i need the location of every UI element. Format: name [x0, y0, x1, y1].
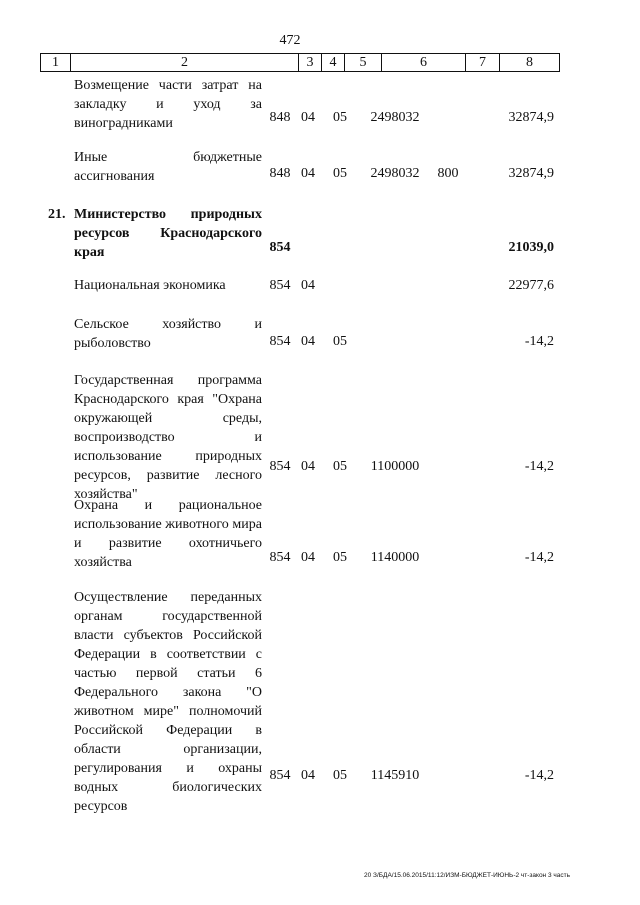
row-col5: 05: [333, 550, 347, 565]
row-col4: 04: [301, 166, 315, 181]
column-header-7: 7: [465, 54, 499, 71]
row-name: Охрана и рациональное использование животного мира и развитие охотничьего хозяйства: [74, 498, 262, 570]
row-col5: 05: [333, 334, 347, 349]
column-header-8: 8: [499, 54, 559, 71]
row-name: Министерство природных ресурсов Краснодарского края: [74, 207, 262, 260]
row-col8: 32874,9: [508, 166, 554, 181]
row-col8: -14,2: [524, 550, 554, 565]
row-col3: 848: [269, 166, 291, 181]
row-col6: 2498032: [370, 166, 420, 181]
row-name: Иные бюджетные ассигнования: [74, 150, 262, 184]
row-col8: 22977,6: [508, 278, 554, 293]
row-col4: 04: [301, 110, 315, 125]
column-header-2: 2: [70, 54, 298, 71]
row-col3: 854: [269, 550, 291, 565]
row-col5: 05: [333, 459, 347, 474]
row-col4: 04: [301, 550, 315, 565]
row-col5: 05: [333, 166, 347, 181]
column-header-4: 4: [321, 54, 344, 71]
row-col6: 1145910: [370, 768, 420, 783]
row-col3: 854: [269, 240, 291, 255]
row-col8: -14,2: [524, 768, 554, 783]
row-col4: 04: [301, 278, 315, 293]
row-col8: -14,2: [524, 459, 554, 474]
row-name: Возмещение части затрат на закладку и уход за виноградниками: [74, 78, 262, 131]
row-col3: 854: [269, 334, 291, 349]
row-col6: 1140000: [370, 550, 420, 565]
row-col8: 21039,0: [508, 240, 554, 255]
column-header-1: 1: [52, 55, 59, 70]
page-number: 472: [279, 33, 301, 48]
document-footer: 20 З/БДА/15.06.2015/11:12/ИЗМ-БЮДЖЕТ-ИЮНЬ-2 чт-закон 3 часть: [364, 872, 570, 879]
row-name: Государственная программа Краснодарского края "Охрана окружающей среды, воспроизводство и использование природных ресурсов, развитие лесного хозяйства": [74, 373, 262, 502]
row-col3: 854: [269, 278, 291, 293]
row-name: Национальная экономика: [74, 278, 226, 293]
row-col3: 854: [269, 768, 291, 783]
row-col4: 04: [301, 459, 315, 474]
row-col6: 2498032: [370, 110, 420, 125]
column-header-6: 6: [381, 54, 465, 71]
row-col4: 04: [301, 334, 315, 349]
column-header-5: 5: [344, 54, 381, 71]
row-col3: 848: [269, 110, 291, 125]
row-col4: 04: [301, 768, 315, 783]
row-col5: 05: [333, 110, 347, 125]
row-name: Сельское хозяйство и рыболовство: [74, 317, 262, 351]
row-name: Осуществление переданных органам государственной власти субъектов Российской Федерации в соответствии с частью первой статьи 6 Федерального закона "О животном мире" полномочий Российской Федерации в области организации, регулирования и охраны водных биологических ресурсов: [74, 590, 262, 814]
column-header-row: [40, 53, 560, 72]
column-header-3: 3: [298, 54, 321, 71]
row-number: 21.: [48, 207, 66, 222]
row-col5: 05: [333, 768, 347, 783]
row-col8: 32874,9: [508, 110, 554, 125]
row-col3: 854: [269, 459, 291, 474]
row-col7: 800: [437, 166, 459, 181]
row-col6: 1100000: [370, 459, 420, 474]
row-col8: -14,2: [524, 334, 554, 349]
